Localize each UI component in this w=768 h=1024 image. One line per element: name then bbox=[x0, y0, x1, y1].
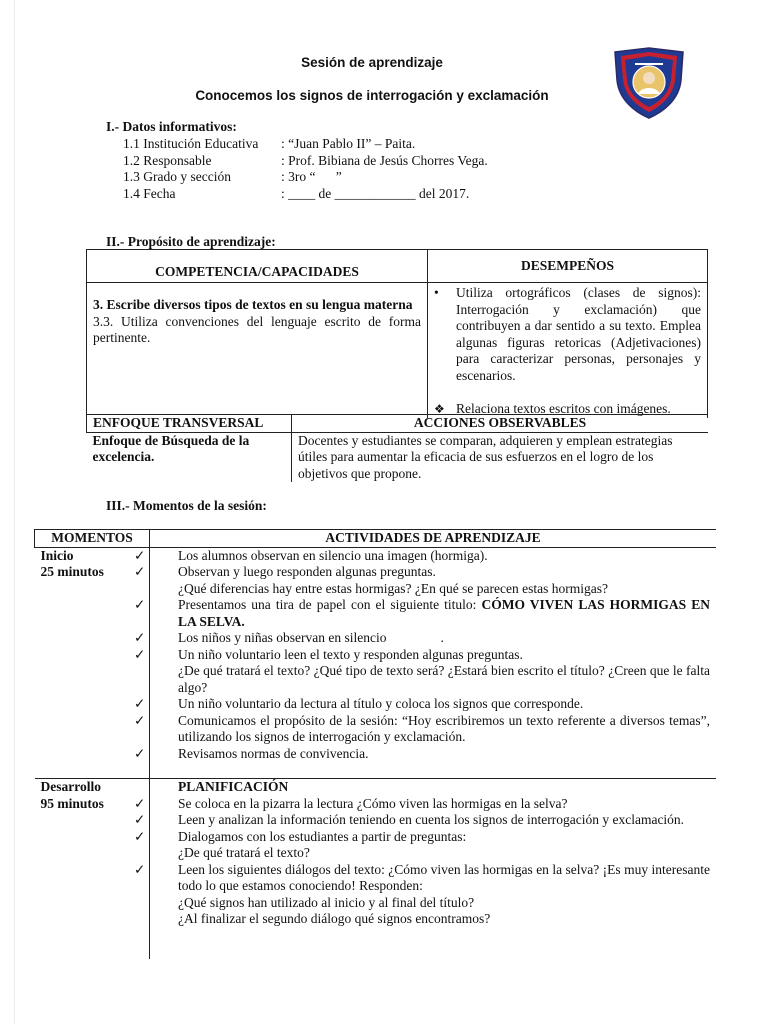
activity-text: Se coloca en la pizarra la lectura ¿Cómo viven las hormigas en la selva? bbox=[178, 795, 568, 811]
datos-label: 1.3 Grado y sección bbox=[123, 169, 231, 184]
checkmark-icon: ✓ bbox=[134, 861, 146, 877]
momento-name: Inicio bbox=[40, 547, 74, 563]
checkmark-icon: ✓ bbox=[134, 828, 146, 844]
desempenos-cell bbox=[428, 283, 708, 418]
datos-value: : “Juan Pablo II” – Paita. bbox=[281, 136, 416, 151]
competencia-header: COMPETENCIA/CAPACIDADES bbox=[87, 250, 428, 283]
desarrollo-activities bbox=[134, 779, 717, 960]
checkmark-icon: ✓ bbox=[134, 696, 146, 711]
momento-time: 95 minutos bbox=[40, 795, 104, 811]
activity-bold-text: CÓMO VIVEN LAS HORMIGAS EN LA SELVA. bbox=[178, 597, 710, 629]
activity-text: Presentamos una tira de papel con el siguiente titulo: bbox=[178, 597, 482, 612]
activity-item bbox=[134, 712, 710, 746]
school-crest-logo bbox=[611, 46, 687, 120]
desempeno-text: Relaciona textos escritos con imágenes. bbox=[456, 401, 671, 416]
checkmark-icon: ✓ bbox=[134, 547, 146, 563]
datos-list bbox=[123, 136, 488, 202]
datos-label: 1.1 Institución Educativa bbox=[123, 136, 259, 151]
activity-text: Un niño voluntario da lectura al título y coloca los signos que corresponde. bbox=[178, 696, 584, 711]
checkmark-icon: ✓ bbox=[134, 646, 146, 662]
checkmark-icon: ✓ bbox=[134, 745, 146, 761]
bullet-dot-icon: • bbox=[434, 285, 439, 300]
page-subtitle: Conocemos los signos de interrogación y exclamación bbox=[195, 88, 549, 103]
activity-subtext: ¿De qué tratará el texto? bbox=[178, 845, 310, 860]
activity-item bbox=[134, 630, 710, 647]
activity-text: Dialogamos con los estudiantes a partir de preguntas: bbox=[178, 828, 467, 844]
activity-subtext: ¿Qué diferencias hay entre estas hormigas? ¿En qué se parecen estas hormigas? bbox=[178, 580, 608, 596]
document-page bbox=[14, 0, 755, 1024]
checkmark-icon: ✓ bbox=[134, 712, 146, 728]
datos-value: : Prof. Bibiana de Jesús Chorres Vega. bbox=[281, 152, 488, 168]
datos-value: : 3ro “ ” bbox=[281, 169, 342, 184]
acciones-header: ACCIONES OBSERVABLES bbox=[292, 415, 709, 433]
activity-item bbox=[134, 547, 710, 565]
activity-item bbox=[134, 646, 710, 664]
activity-text: Observan y luego responden algunas preguntas. bbox=[178, 564, 436, 579]
activity-item bbox=[134, 812, 710, 829]
activity-item bbox=[134, 564, 710, 581]
activity-text: Leen y analizan la información teniendo en cuenta los signos de interrogación y exclamación. bbox=[178, 812, 685, 827]
activity-text: Revisamos normas de convivencia. bbox=[178, 745, 369, 761]
momento-time: 25 minutos bbox=[40, 564, 104, 579]
enfoque-cell: Enfoque de Búsqueda de la excelencia. bbox=[87, 432, 292, 482]
page-title: Sesión de aprendizaje bbox=[301, 55, 443, 70]
activity-item bbox=[134, 745, 710, 763]
activity-item bbox=[134, 861, 710, 895]
momentos-header: MOMENTOS bbox=[35, 530, 150, 548]
datos-label: 1.2 Responsable bbox=[123, 152, 212, 168]
section-heading-proposito: II.- Propósito de aprendizaje: bbox=[106, 234, 276, 249]
desempeno-text: Utiliza ortográficos (clases de signos): Interrogación y exclamación) que contribuyen a dar sentido a su texto. Emplea algunas figuras retoricas (Adjetivaciones) para caracterizar personas, personajes y escenarios. bbox=[456, 285, 701, 383]
activity-item bbox=[134, 597, 710, 630]
acciones-cell: Docentes y estudiantes se comparan, adquieren y emplean estrategias útiles para aumentar la eficacia de sus esfuerzos en el logro de los objetivos que propone. bbox=[298, 432, 673, 481]
activity-text: Los niños y niñas observan en silencio . bbox=[178, 630, 444, 645]
competencia-cell bbox=[87, 283, 428, 418]
activity-subtext: ¿Al finalizar el segundo diálogo qué signos encontramos? bbox=[178, 911, 491, 926]
datos-row bbox=[123, 153, 488, 170]
checkmark-icon: ✓ bbox=[134, 812, 146, 827]
momento-name: Desarrollo bbox=[40, 779, 101, 794]
datos-row bbox=[123, 186, 488, 203]
capacidad-text: 3.3. Utiliza convenciones del lenguaje escrito de forma pertinente. bbox=[93, 313, 421, 345]
checkmark-icon: ✓ bbox=[134, 795, 146, 811]
activity-subtext: ¿De qué tratará el texto? ¿Qué tipo de texto será? ¿Estará bien escrito el título? ¿Creen que le falta algo? bbox=[178, 663, 710, 695]
activity-subtext: ¿Qué signos han utilizado al inicio y al final del título? bbox=[178, 894, 475, 910]
momento-desarrollo-cell bbox=[35, 779, 150, 960]
checkmark-icon: ✓ bbox=[134, 564, 146, 579]
desempenos-header: DESEMPEÑOS bbox=[428, 250, 708, 283]
activity-text: Un niño voluntario leen el texto y responden algunas preguntas. bbox=[178, 646, 523, 662]
datos-row bbox=[123, 169, 488, 186]
checkmark-icon: ✓ bbox=[134, 630, 146, 645]
datos-value: : ____ de ____________ del 2017. bbox=[281, 185, 470, 201]
activity-text: Leen los siguientes diálogos del texto: ¿Cómo viven las hormigas en la selva? ¡Es muy interesante todo lo que estamos conociendo! Responden: bbox=[178, 861, 710, 893]
competencia-text: 3. Escribe diversos tipos de textos en su lengua materna bbox=[93, 297, 413, 312]
activity-text: Los alumnos observan en silencio una imagen (hormiga). bbox=[178, 547, 488, 563]
planificacion-heading: PLANIFICACIÓN bbox=[178, 779, 289, 794]
section-heading-datos: I.- Datos informativos: bbox=[106, 119, 237, 134]
inicio-activities bbox=[134, 547, 717, 779]
activity-item bbox=[134, 795, 710, 813]
actividades-header: ACTIVIDADES DE APRENDIZAJE bbox=[150, 530, 717, 548]
momentos-table bbox=[34, 529, 716, 959]
checkmark-icon: ✓ bbox=[134, 597, 146, 612]
proposito-table bbox=[86, 249, 708, 418]
desempeno-item bbox=[434, 285, 701, 384]
activity-item bbox=[134, 828, 710, 846]
enfoque-header: ENFOQUE TRANSVERSAL bbox=[87, 415, 292, 433]
diamond-bullet-icon: ❖ bbox=[434, 402, 445, 416]
activity-item bbox=[134, 696, 710, 713]
section-heading-momentos: III.- Momentos de la sesión: bbox=[106, 498, 267, 513]
enfoque-table bbox=[86, 414, 708, 482]
momento-inicio-cell bbox=[35, 547, 150, 779]
datos-label: 1.4 Fecha bbox=[123, 185, 176, 201]
activity-text: Comunicamos el propósito de la sesión: “Hoy escribiremos un texto referente a diversos temas”, utilizando los signos de interrogación y exclamación. bbox=[178, 712, 710, 744]
datos-row bbox=[123, 136, 488, 153]
